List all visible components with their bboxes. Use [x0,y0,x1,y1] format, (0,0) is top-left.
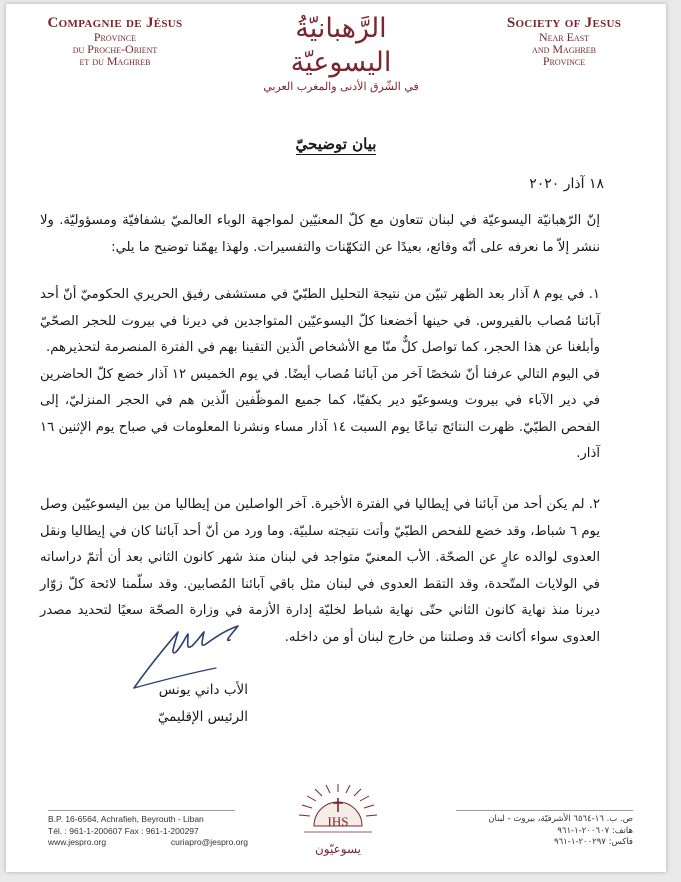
footer-website-link[interactable]: www.jespro.org [48,837,107,847]
signatory-name: الأب داني يونس [158,682,248,698]
footer-divider [48,810,235,811]
footer-web-row [48,837,248,849]
intro-paragraph [40,208,600,261]
french-province-line: Province [93,30,137,44]
footer-address: B.P. 16-6564, Achrafieh, Beyrouth - Liban [48,814,204,824]
english-province-line: Province [542,54,586,68]
paragraph-text: ١. في يوم ٨ آذار بعد الظهر تبيّن من نتيجة التحليل الطبّيّ في مستشفى رفيق الحريري الحكوميّ أنّ أحد آبائنا مُصاب بالفيروس. في حينها أخضعنا كلّ اليسوعيّين المتواجدين في ديرنا في بيروت للحجر الصحّيّ وأبلغنا عن هذا الحجر، كما تواصل كلٌّ منّا مع الأشخاص الّذين التقينا بهم في الفترة المنصرمة لتحذيرهم. [40,287,600,355]
jesuits-wordmark: يسوعيّون [314,842,362,856]
point-two-paragraph [40,492,600,651]
english-letterhead [494,16,634,67]
english-province-line: Near East [538,30,590,44]
document-title [6,135,666,153]
footer-contact-latin [48,814,248,849]
footer-divider [456,810,633,811]
french-province-line: du Proche-Orient [72,42,158,56]
paragraph-text: ٢. لم يكن أحد من آبائنا في إيطاليا في الفترة الأخيرة. آخر الواصلين من إيطاليا من بين اليسوعيّين وصل يوم ٦ شباط، وقد خضع للفحص الطبّيّ وأتت نتيجته سلبيّة. وما ورد من أنّ أحد آبائنا كان في إيطاليا ونقل العدوى لوالده عارٍ عن الصحّة. الأب المعنيّ متواجد في لبنان منذ شهر كانون الثاني بعد أن أتمّ دراساته في الولايات المتّحدة، وقد التقط العدوى في لبنان مثل باقي آبائنا المُصابين. وقد سلّمنا لائحة كلّ زوّار ديرنا منذ نهاية كانون الثاني حتّى نهاية شباط لخليّة إدارة الأزمة في وزارة الصحّة سعيًا لتحديد مصدر العدوى سواء أكانت قد وصلتنا من خارج لبنان أو من داخله. [40,497,600,645]
sun-monogram-icon [290,782,386,842]
letter-page [6,4,666,872]
french-org-name: Compagnie de Jésus [47,15,183,31]
french-province-line: et du Maghreb [79,54,151,68]
footer-arabic-fax: فاكس: ٢٠٠٢٩٧-١-٩٦١ [554,837,633,847]
english-org-name: Society of Jesus [506,15,622,31]
signatory-title: الرئيس الإقليميّ [157,709,248,725]
french-letterhead [40,16,190,67]
footer-fax: Fax : 961-1-200297 [124,825,199,836]
paragraph-text: في اليوم التالي عرفنا أنّ شخصًا آخر من آبائنا مُصاب أيضًا. في يوم الخميس ١٢ آذار خضع كلّ الحاضرين في دير الآباء في بيروت ويسوعيّو دير بكفيّا، كما جميع الموظّفين الّذين هم في الحجر المنزليّ، إلى الفحص الطبّيّ. ظهرت النتائج تباعًا يوم السبت ١٤ آذار مساء ونشرنا المعلومات في صباح يوم الإثنين ١٦ آذار. [40,366,600,461]
footer-arabic-address: ص. ب. ١٦-٦٥٦٤ الأشرفيّة، بيروت - لبنان [488,814,633,824]
jesuit-sun-logo [290,782,386,860]
arabic-province-line: في الشّرق الأدنى والمغرب العربي [263,80,419,93]
footer-phone: Tél. : 961-1-200607 [48,825,123,836]
arabic-org-name: الرَّهبانيّةُ اليسوعيّة [290,13,392,78]
english-province-line: and Maghreb [532,42,596,56]
footer-arabic-phone: هاتف: ٢٠٠٦٠٧-١-٩٦١ [557,825,633,836]
document-date: ١٨ آذار ٢٠٢٠ [529,176,604,192]
ihs-monogram: IHS [327,814,349,829]
footer-email-link[interactable]: curiapro@jespro.org [170,837,248,847]
point-one-paragraph [40,282,600,468]
footer-contact-arabic [456,814,633,849]
footer-phone-fax [48,826,248,838]
document-title-text: بيان توضيحيّ [295,135,377,153]
arabic-letterhead-logo [256,12,426,94]
paragraph-text: إنّ الرّهبانيّة اليسوعيّة في لبنان تتعاون مع كلّ المعنيّين لمواجهة الوباء العالميّ بشفافيّة ومسؤوليّة. ولا ننشر إلاّ ما نعرفه على أنّه وقائع، بعيدًا عن التكهّنات والتفسيرات. ولهذا يهمّنا توضيح ما يلي: [40,213,600,255]
